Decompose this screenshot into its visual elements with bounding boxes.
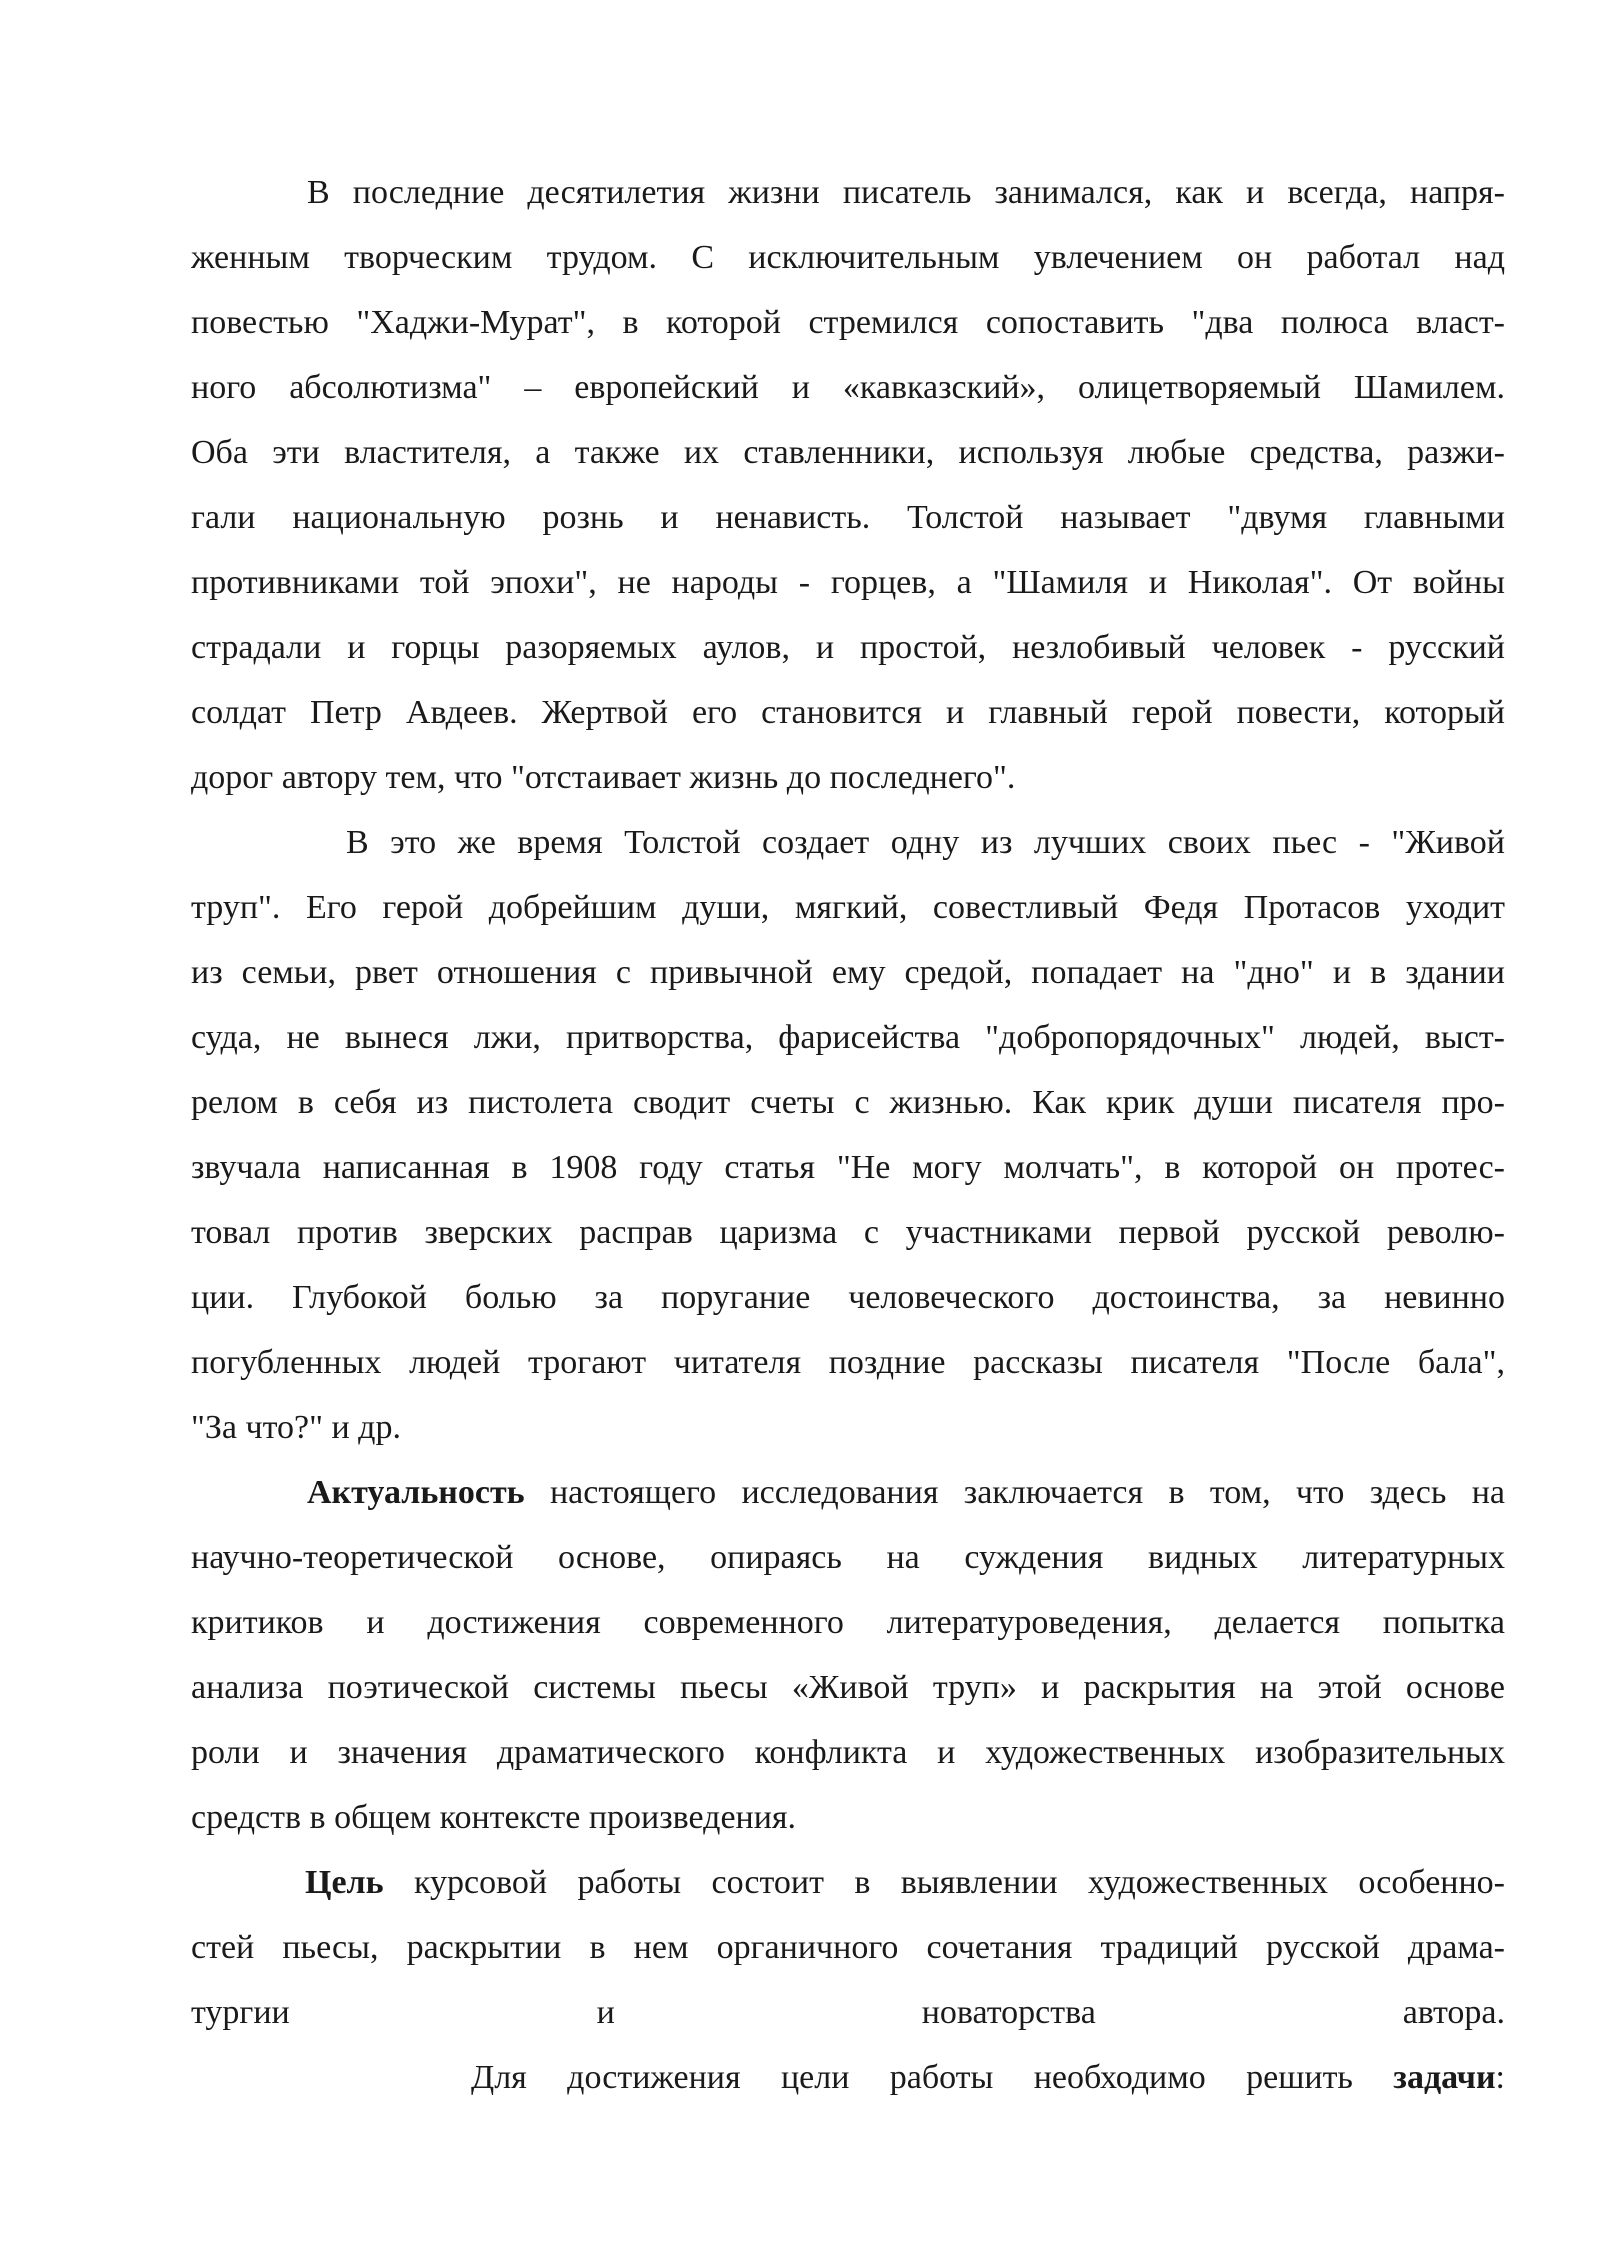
text-line: средств в общем контексте произведения.: [191, 1799, 797, 1836]
goal-heading: Цель: [305, 1864, 384, 1901]
text-line: анализа поэтической системы пьесы «Живой труп» и раскрытия на этой основе: [191, 1669, 1505, 1706]
text-line: роли и значения драматического конфликта и художественных изобразительных: [191, 1734, 1505, 1771]
text-line: [191, 1460, 1505, 1525]
document-body: [191, 160, 1505, 2110]
text-line: товал против зверских расправ царизма с участниками первой русской револю-: [191, 1214, 1505, 1251]
text-line: дорог автору тем, что "отстаивает жизнь до последнего".: [191, 759, 1016, 796]
text-line: гали национальную рознь и ненависть. Толстой называет "двумя главными: [191, 499, 1505, 536]
text-line: солдат Петр Авдеев. Жертвой его становится и главный герой повести, который: [191, 694, 1505, 731]
text-line: В это же время Толстой создает одну из лучших своих пьес - "Живой: [346, 824, 1505, 861]
text-line: из семьи, рвет отношения с привычной ему средой, попадает на "дно" и в здании: [191, 954, 1505, 991]
text-line: Оба эти властителя, а также их ставленники, используя любые средства, разжи-: [191, 434, 1505, 471]
text-line: научно-теоретической основе, опираясь на суждения видных литературных: [191, 1539, 1505, 1576]
text-line: звучала написанная в 1908 году статья "Не могу молчать", в которой он протес-: [191, 1149, 1505, 1186]
text-run: :: [1495, 2059, 1505, 2096]
text-run: Для достижения цели работы необходимо решить: [471, 2059, 1394, 2096]
text-line: [191, 1850, 1505, 1915]
paragraph-relevance: [191, 1460, 1505, 1850]
text-line: суда, не вынеся лжи, притворства, фарисейства "добропорядочных" людей, выст-: [191, 1019, 1505, 1056]
text-line: труп". Его герой добрейшим души, мягкий, совестливый Федя Протасов уходит: [191, 889, 1505, 926]
text-line: тургии и новаторства автора.: [191, 1994, 1505, 2031]
paragraph-1: [191, 160, 1505, 810]
text-line: погубленных людей трогают читателя поздние рассказы писателя "После бала",: [191, 1344, 1505, 1381]
text-line: ции. Глубокой болью за поругание человеческого достоинства, за невинно: [191, 1279, 1505, 1316]
text-line: релом в себя из пистолета сводит счеты с жизнью. Как крик души писателя про-: [191, 1084, 1505, 1121]
text-line: повестью "Хаджи-Мурат", в которой стремился сопоставить "два полюса власт-: [191, 304, 1505, 341]
text-line: страдали и горцы разоряемых аулов, и простой, незлобивый человек - русский: [191, 629, 1505, 666]
text-line: противниками той эпохи", не народы - горцев, а "Шамиля и Николая". От войны: [191, 564, 1505, 601]
text-line: стей пьесы, раскрытии в нем органичного сочетания традиций русской драма-: [191, 1929, 1505, 1966]
text-line: В последние десятилетия жизни писатель занимался, как и всегда, напря-: [307, 174, 1505, 211]
text-line: критиков и достижения современного литературоведения, делается попытка: [191, 1604, 1505, 1641]
paragraph-2: [191, 810, 1505, 1460]
text-line: "За что?" и др.: [191, 1409, 401, 1446]
paragraph-tasks: [191, 2045, 1505, 2110]
text-line: ного абсолютизма" – европейский и «кавказский», олицетворяемый Шамилем.: [191, 369, 1505, 406]
relevance-heading: Актуальность: [307, 1474, 525, 1511]
text-line: [191, 2045, 1505, 2110]
paragraph-goal: [191, 1850, 1505, 2045]
tasks-heading: задачи: [1393, 2059, 1496, 2096]
text-run: настоящего исследования заключается в том, что здесь на: [524, 1474, 1505, 1511]
text-line: женным творческим трудом. С исключительным увлечением он работал над: [191, 239, 1505, 276]
text-run: курсовой работы состоит в выявлении художественных особенно-: [383, 1864, 1505, 1901]
